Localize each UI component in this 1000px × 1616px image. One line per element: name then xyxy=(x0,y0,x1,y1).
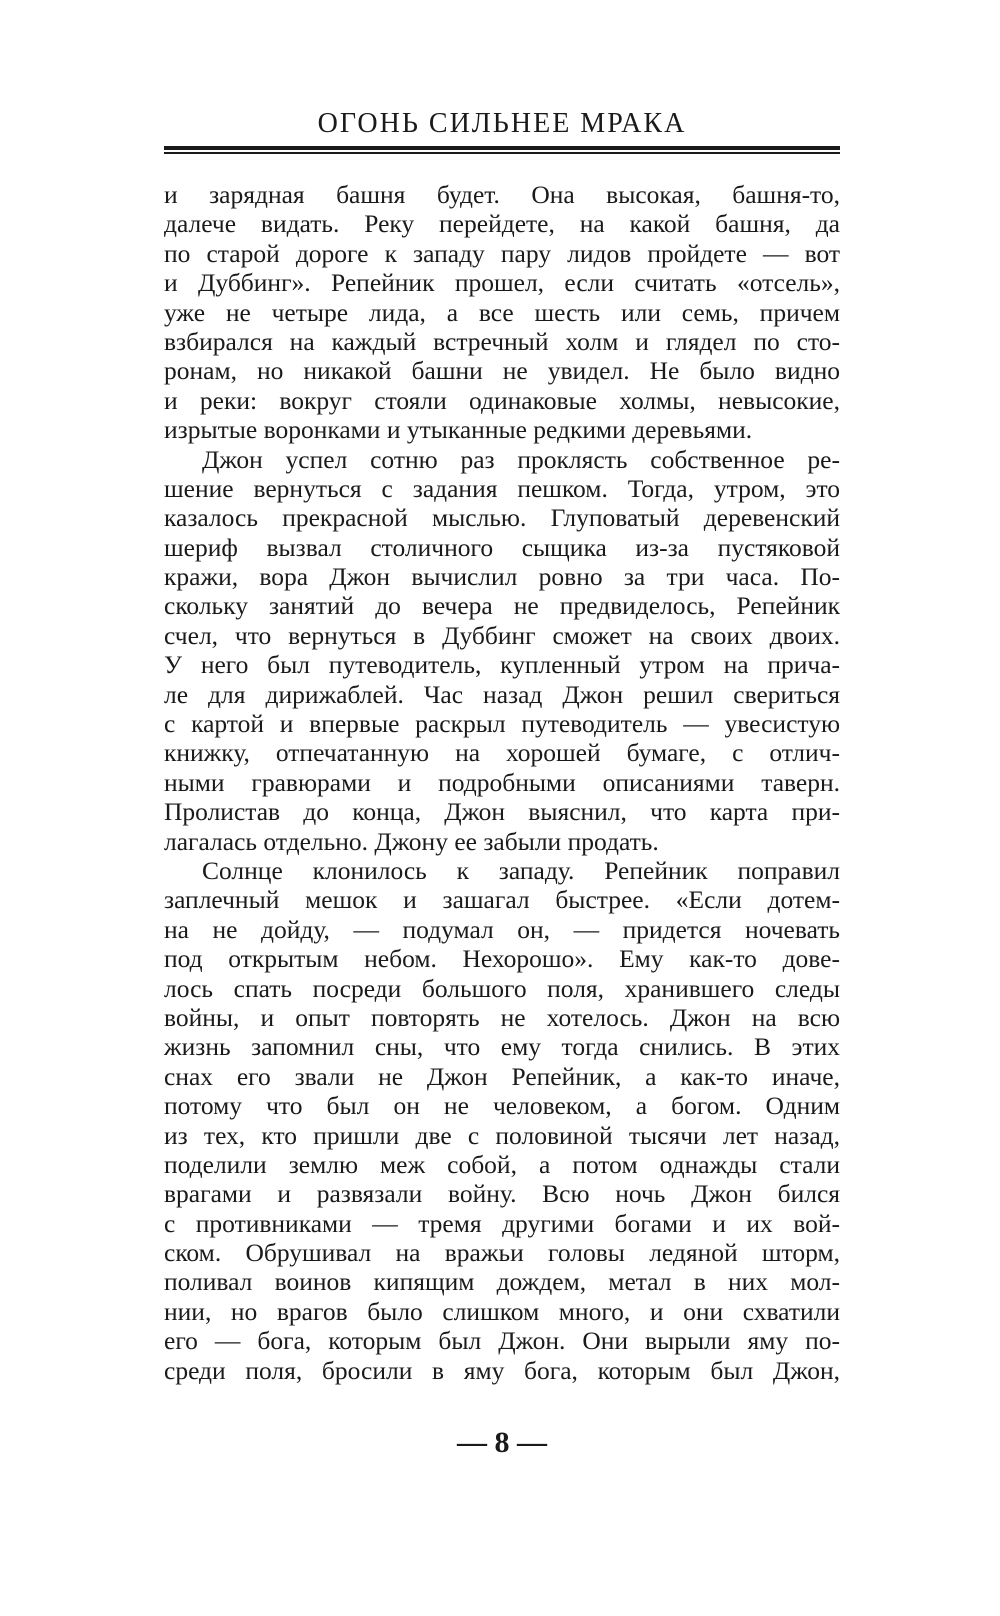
text-line: и реки: вокруг стояли одинаковые холмы, невысокие, xyxy=(164,385,840,415)
text-line: ронам, но никакой башни не увидел. Не было видно xyxy=(164,356,840,386)
text-line: Солнце клонилось к западу. Репейник поправил xyxy=(202,855,840,885)
text-line: ском. Обрушивал на вражьи головы ледяной шторм, xyxy=(164,1238,840,1268)
text-line: поливал воинов кипящим дождем, метал в них мол- xyxy=(164,1267,840,1297)
text-line: из тех, кто пришли две с половиной тысячи лет назад, xyxy=(164,1120,840,1150)
text-line: снах его звали не Джон Репейник, а как-то иначе, xyxy=(164,1061,840,1091)
text-line: кражи, вора Джон вычислил ровно за три часа. По- xyxy=(164,562,840,592)
text-line: потому что был он не человеком, а богом. Одним xyxy=(164,1091,840,1121)
running-header: ОГОНЬ СИЛЬНЕЕ МРАКА xyxy=(317,108,687,139)
text-line: взбирался на каждый встречный холм и глядел по сто- xyxy=(164,326,840,356)
text-line: на не дойду, — подумал он, — придется ночевать xyxy=(164,914,840,944)
header-rule-thick xyxy=(164,146,840,150)
header-rule-thin xyxy=(164,152,840,154)
text-line: изрытые воронками и утыканные редкими деревьями. xyxy=(164,415,753,445)
text-line: далече видать. Реку перейдете, на какой башня, да xyxy=(164,209,840,239)
text-line: лагалась отдельно. Джону ее забыли продать. xyxy=(164,826,659,856)
text-line: и Дуббинг». Репейник прошел, если считать «отсель», xyxy=(164,268,840,298)
text-line: шение вернуться с задания пешком. Тогда, утром, это xyxy=(164,473,840,503)
text-line: с картой и впервые раскрыл путеводитель — увесистую xyxy=(164,709,840,739)
text-line: и зарядная башня будет. Она высокая, башня-то, xyxy=(164,180,840,209)
text-line: скольку занятий до вечера не предвиделось, Репейник xyxy=(164,591,840,621)
text-line: счел, что вернуться в Дуббинг сможет на своих двоих. xyxy=(164,620,840,650)
text-line: под открытым небом. Нехорошо». Ему как-то дове- xyxy=(164,944,840,974)
text-line: ле для дирижаблей. Час назад Джон решил свериться xyxy=(164,679,840,709)
page-number: — 8 — xyxy=(457,1426,547,1459)
text-line: по старой дороге к западу пару лидов пройдете — вот xyxy=(164,238,840,268)
body-text xyxy=(164,180,840,1385)
text-line: нии, но врагов было слишком много, и они схватили xyxy=(164,1296,840,1326)
text-line: врагами и развязали войну. Всю ночь Джон бился xyxy=(164,1179,840,1209)
text-line: войны, и опыт повторять не хотелось. Джон на всю xyxy=(164,1002,840,1032)
text-line: уже не четыре лида, а все шесть или семь, причем xyxy=(164,297,840,327)
text-line: книжку, отпечатанную на хорошей бумаге, с отлич- xyxy=(164,738,840,768)
text-line: жизнь запомнил сны, что ему тогда снились. В этих xyxy=(164,1032,840,1062)
text-line: с противниками — тремя другими богами и их вой- xyxy=(164,1208,840,1238)
text-line: казалось прекрасной мыслью. Глуповатый деревенский xyxy=(164,503,840,533)
text-line: ными гравюрами и подробными описаниями таверн. xyxy=(164,767,840,797)
text-line: шериф вызвал столичного сыщика из-за пустяковой xyxy=(164,532,840,562)
text-line: У него был путеводитель, купленный утром на прича- xyxy=(164,650,840,680)
text-line: Джон успел сотню раз проклясть собственное ре- xyxy=(202,444,840,474)
text-line: среди поля, бросили в яму бога, которым был Джон, xyxy=(164,1355,840,1385)
text-line: лось спать посреди большого поля, хранившего следы xyxy=(164,973,840,1003)
text-line: заплечный мешок и зашагал быстрее. «Если дотем- xyxy=(164,885,840,915)
text-line: его — бога, которым был Джон. Они вырыли яму по- xyxy=(164,1326,840,1356)
header-rule xyxy=(164,146,840,156)
text-line: поделили землю меж собой, а потом однажды стали xyxy=(164,1149,840,1179)
text-line: Пролистав до конца, Джон выяснил, что карта при- xyxy=(164,797,840,827)
